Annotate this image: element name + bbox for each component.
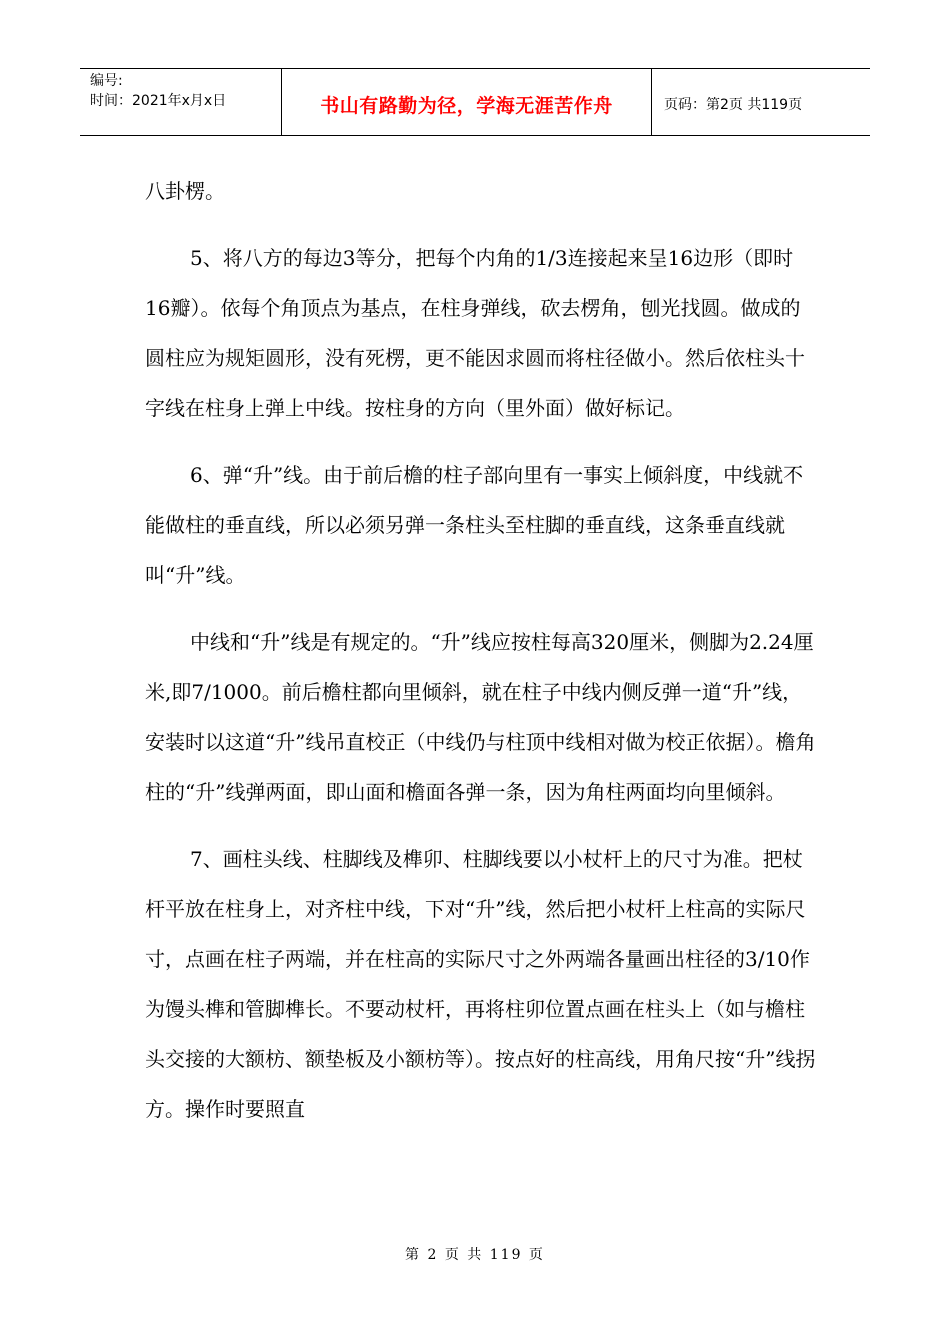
document-date: 时间：2021年x月x日 — [90, 93, 227, 109]
header-motto: 书山有路勤为径，学海无涯苦作舟 — [282, 69, 652, 135]
paragraph-step-6: 6、弹“升”线。由于前后檐的柱子部向里有一事实上倾斜度，中线就不能做柱的垂直线，所以必须另弹一条柱头至柱脚的垂直线，这条垂直线就叫“升”线。 — [145, 463, 804, 587]
paragraph-step-7: 7、画柱头线、柱脚线及榫卯、柱脚线要以小杖杆上的尺寸为准。把杖杆平放在柱身上，对齐柱中线，下对“升”线，然后把小杖杆上柱高的实际尺寸，点画在柱子两端，并在柱高的实际尺寸之外两端各量画出柱径的3/10作为馒头榫和管脚榫长。不要动杖杆，再将柱卯位置点画在柱头上（如与檐柱头交接的大额枋、额垫板及小额枋等）。按点好的柱高线，用角尺按“升”线拐方。操作时要照直 — [145, 847, 816, 1121]
document-body — [145, 166, 817, 1134]
paragraph-continuation: 八卦楞。 — [145, 179, 225, 203]
header-page-number: 页码：第2页 共119页 — [664, 97, 803, 113]
paragraph-rise-line-rules: 中线和“升”线是有规定的。“升”线应按柱每高320厘米，侧脚为2.24厘米,即7/1000。前后檐柱都向里倾斜，就在柱子中线内侧反弹一道“升”线，安装时以这道“升”线吊直校正（中线仍与柱顶中线相对做为校正依据）。檐角柱的“升”线弹两面，即山面和檐面各弹一条，因为角柱两面均向里倾斜。 — [145, 630, 816, 804]
header-meta — [80, 69, 282, 135]
document-number-label: 编号: — [90, 73, 123, 89]
page-footer: 第 2 页 共 119 页 — [405, 1247, 545, 1263]
paragraph-step-5: 5、将八方的每边3等分，把每个内角的1/3连接起来呈16边形（即时16瓣）。依每个角顶点为基点，在柱身弹线，砍去楞角，刨光找圆。做成的圆柱应为规矩圆形，没有死楞，更不能因求圆而将柱径做小。然后依柱头十字线在柱身上弹上中线。按柱身的方向（里外面）做好标记。 — [145, 246, 805, 420]
page-header — [80, 68, 870, 136]
